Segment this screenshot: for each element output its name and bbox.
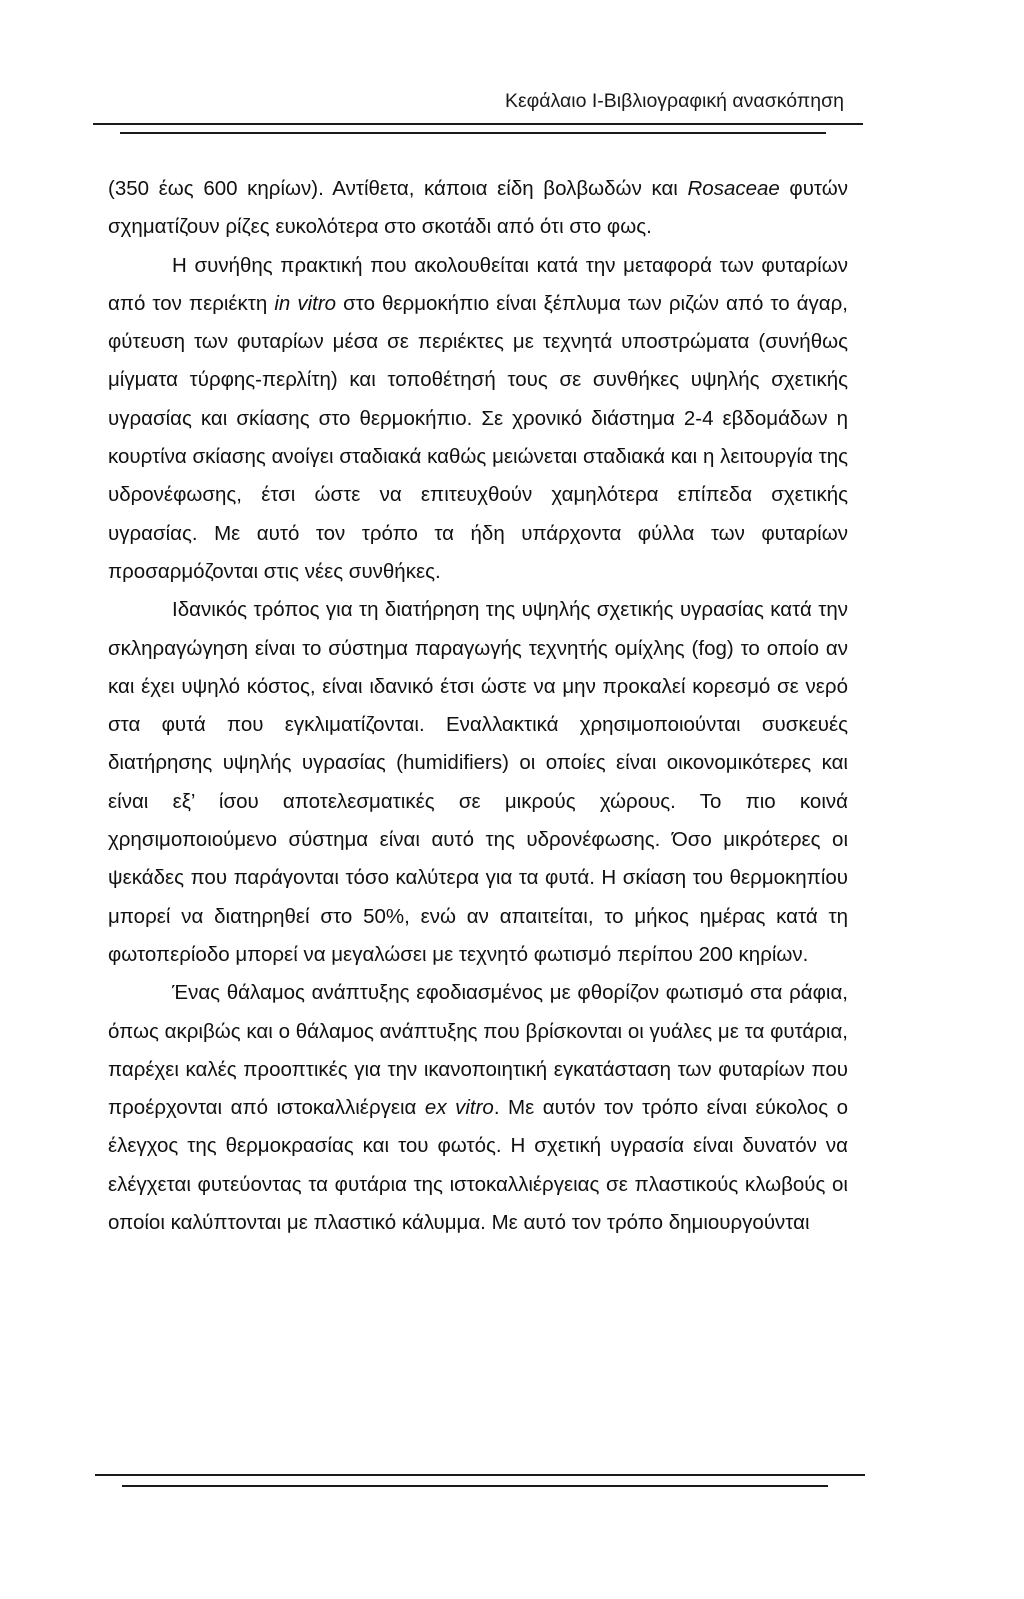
paragraph-2-part-3: στο θερμοκήπιο είναι ξέπλυμα των ριζών από το άγαρ, φύτευση των φυταρίων μέσα σε περιέκτες με τεχνητά υποστρώματα (συνήθως μίγματα τύρφης-περλίτη) και τοποθέτησή τους σε συνθήκες υψηλής σχετικής υγρασίας και σκίασης στο θερμοκήπιο. Σε χρονικό διάστημα 2-4 εβδομάδων η κουρτίνα σκίασης ανοίγει σταδιακά καθώς μειώνεται σταδιακά και η λειτουργία της υδρονέφωσης, έτσι ώστε να επιτευχθούν χαμηλότερα επίπεδα σχετικής υγρασίας. Με αυτό τον τρόπο τα ήδη υπάρχοντα φύλλα των φυταρίων προσαρμόζονται στις νέες συνθήκες.	[108, 291, 848, 583]
body-text	[108, 170, 848, 1242]
paragraph-4-part-2: ex vitro	[424, 1096, 494, 1120]
paragraph-4-part-3: . Με αυτόν τον τρόπο είναι εύκολος ο έλεγχος της θερμοκρασίας και του φωτός. Η σχετική υγρασία είναι δυνατόν να ελέγχεται φυτεύοντας τα φυτάρια της ιστοκαλλιέργειας σε πλαστικούς κλωβούς οι οποίοι καλύπτονται με πλαστικό κάλυμμα. Με αυτό τον τρόπο δημιουργούνται	[108, 1096, 848, 1235]
paragraph-1-part-1: (350 έως 600 κηρίων). Αντίθετα, κάποια είδη βολβωδών και	[108, 177, 688, 200]
paragraph-4	[108, 974, 848, 1242]
chapter-header: Κεφάλαιο Ι-Βιβλιογραφική ανασκόπηση	[504, 90, 844, 112]
paragraph-2-part-2: in vitro	[274, 291, 337, 315]
footer-rule-lower	[122, 1485, 828, 1487]
paragraph-1-part-3: φυτών σχηματίζουν ρίζες ευκολότερα στο σκοτάδι από ότι στο φως.	[108, 177, 848, 239]
paragraph-3-part-1: Ιδανικός τρόπος για τη διατήρηση της υψηλής σχετικής υγρασίας κατά την σκληραγώγηση είναι το σύστημα παραγωγής τεχνητής ομίχλης (fog) το οποίο αν και έχει υψηλό κόστος, είναι ιδανικό έτσι ώστε να μην προκαλεί κορεσμό σε νερό στα φυτά που εγκλιματίζονται. Εναλλακτικά χρησιμοποιούνται συσκευές διατήρησης υψηλής υγρασίας (humidifiers) οι οποίες είναι οικονομικότερες και είναι εξ’ ίσου αποτελεσματικές σε μικρούς χώρους. Το πιο κοινά χρησιμοποιούμενο σύστημα είναι αυτό της υδρονέφωσης. Όσο μικρότερες οι ψεκάδες που παράγονται τόσο καλύτερα για τα φυτά. Η σκίαση του θερμοκηπίου μπορεί να διατηρηθεί στο 50%, ενώ αν απαιτείται, το μήκος ημέρας κατά τη φωτοπερίοδο μπορεί να μεγαλώσει με τεχνητό φωτισμό περίπου 200 κηρίων.	[108, 598, 848, 966]
paragraph-3	[108, 591, 848, 974]
paragraph-4-part-1: Ένας θάλαμος ανάπτυξης εφοδιασμένος με φθορίζον φωτισμό στα ράφια, όπως ακριβώς και ο θάλαμος ανάπτυξης που βρίσκονται οι γυάλες με τα φυτάρια, παρέχει καλές προοπτικές για την ικανοποιητική εγκατάσταση των φυταρίων που προέρχονται από ιστοκαλλιέργεια	[108, 981, 848, 1120]
header-rule-lower	[120, 132, 826, 134]
paragraph-2-part-1: Η συνήθης πρακτική που ακολουθείται κατά την μεταφορά των φυταρίων από τον περιέκτη	[108, 253, 848, 315]
header-rule-upper	[93, 123, 863, 125]
paragraph-1	[108, 170, 848, 247]
paragraph-1-part-2: Rosaceae	[687, 177, 780, 200]
paragraph-2	[108, 247, 848, 592]
footer-rule-upper	[95, 1474, 865, 1476]
